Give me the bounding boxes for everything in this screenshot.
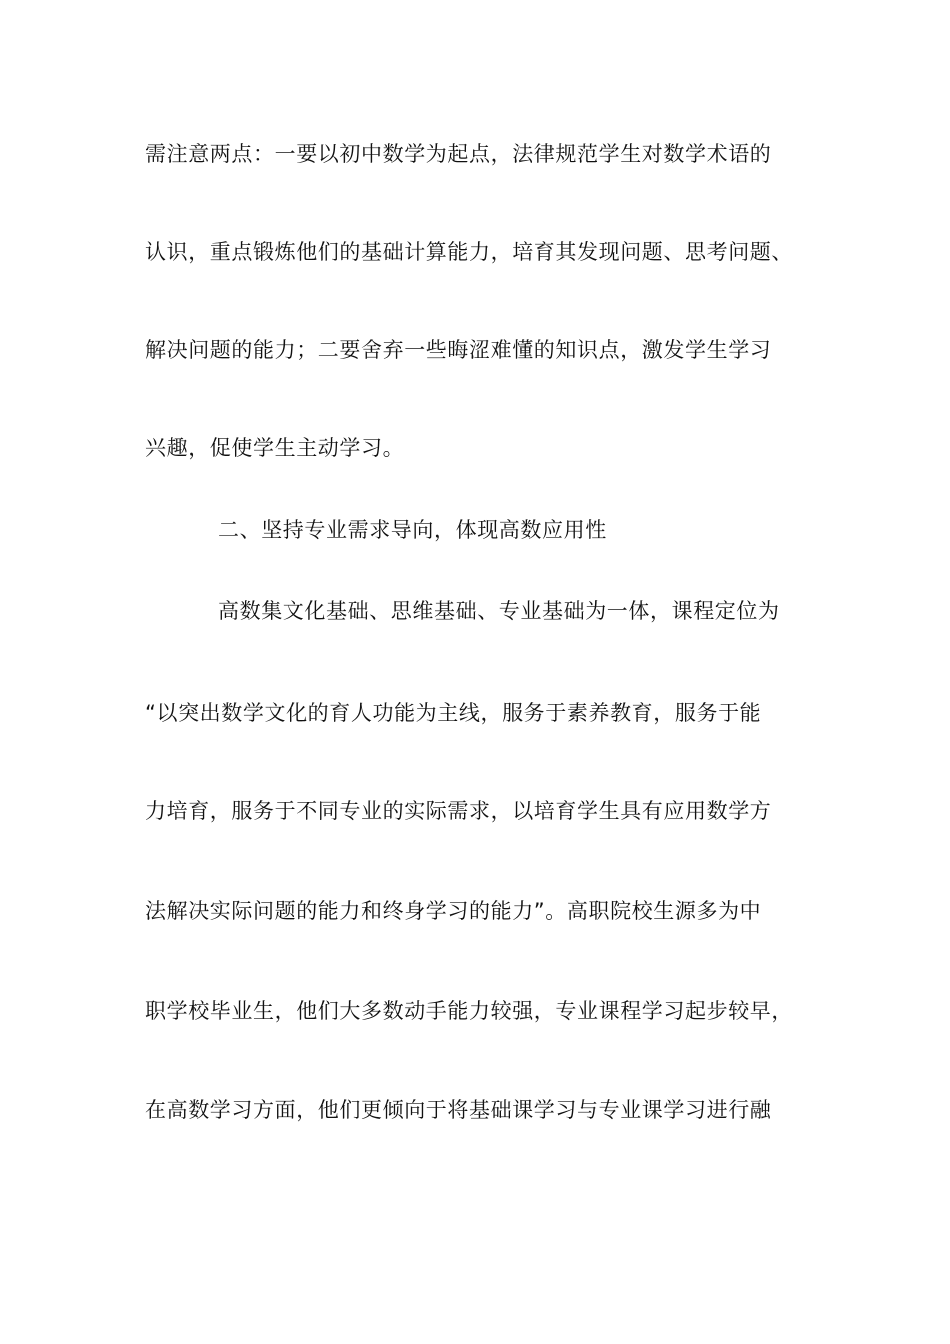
paragraph-line: 职学校毕业生，他们大多数动手能力较强，专业课程学习起步较早， <box>145 999 793 1023</box>
paragraph-line: 力培育，服务于不同专业的实际需求，以培育学生具有应用数学方 <box>145 799 772 823</box>
paragraph-line: 认识，重点锻炼他们的基础计算能力，培育其发现问题、思考问题、 <box>145 240 793 264</box>
paragraph-line: 解决问题的能力；二要舍弃一些晦涩难懂的知识点，激发学生学习 <box>145 338 772 362</box>
paragraph-line: 需注意两点：一要以初中数学为起点，法律规范学生对数学术语的 <box>145 142 772 166</box>
paragraph-line: 在高数学习方面，他们更倾向于将基础课学习与专业课学习进行融 <box>145 1098 772 1122</box>
paragraph-line: 法解决实际问题的能力和终身学习的能力”。高职院校生源多为中 <box>145 899 762 923</box>
section-heading: 二、坚持专业需求导向，体现高数应用性 <box>218 518 607 542</box>
paragraph-line: 兴趣，促使学生主动学习。 <box>145 436 405 460</box>
paragraph-line: “以突出数学文化的育人功能为主线，服务于素养教育，服务于能 <box>145 701 762 725</box>
paragraph-line: 高数集文化基础、思维基础、专业基础为一体，课程定位为 <box>218 599 780 623</box>
